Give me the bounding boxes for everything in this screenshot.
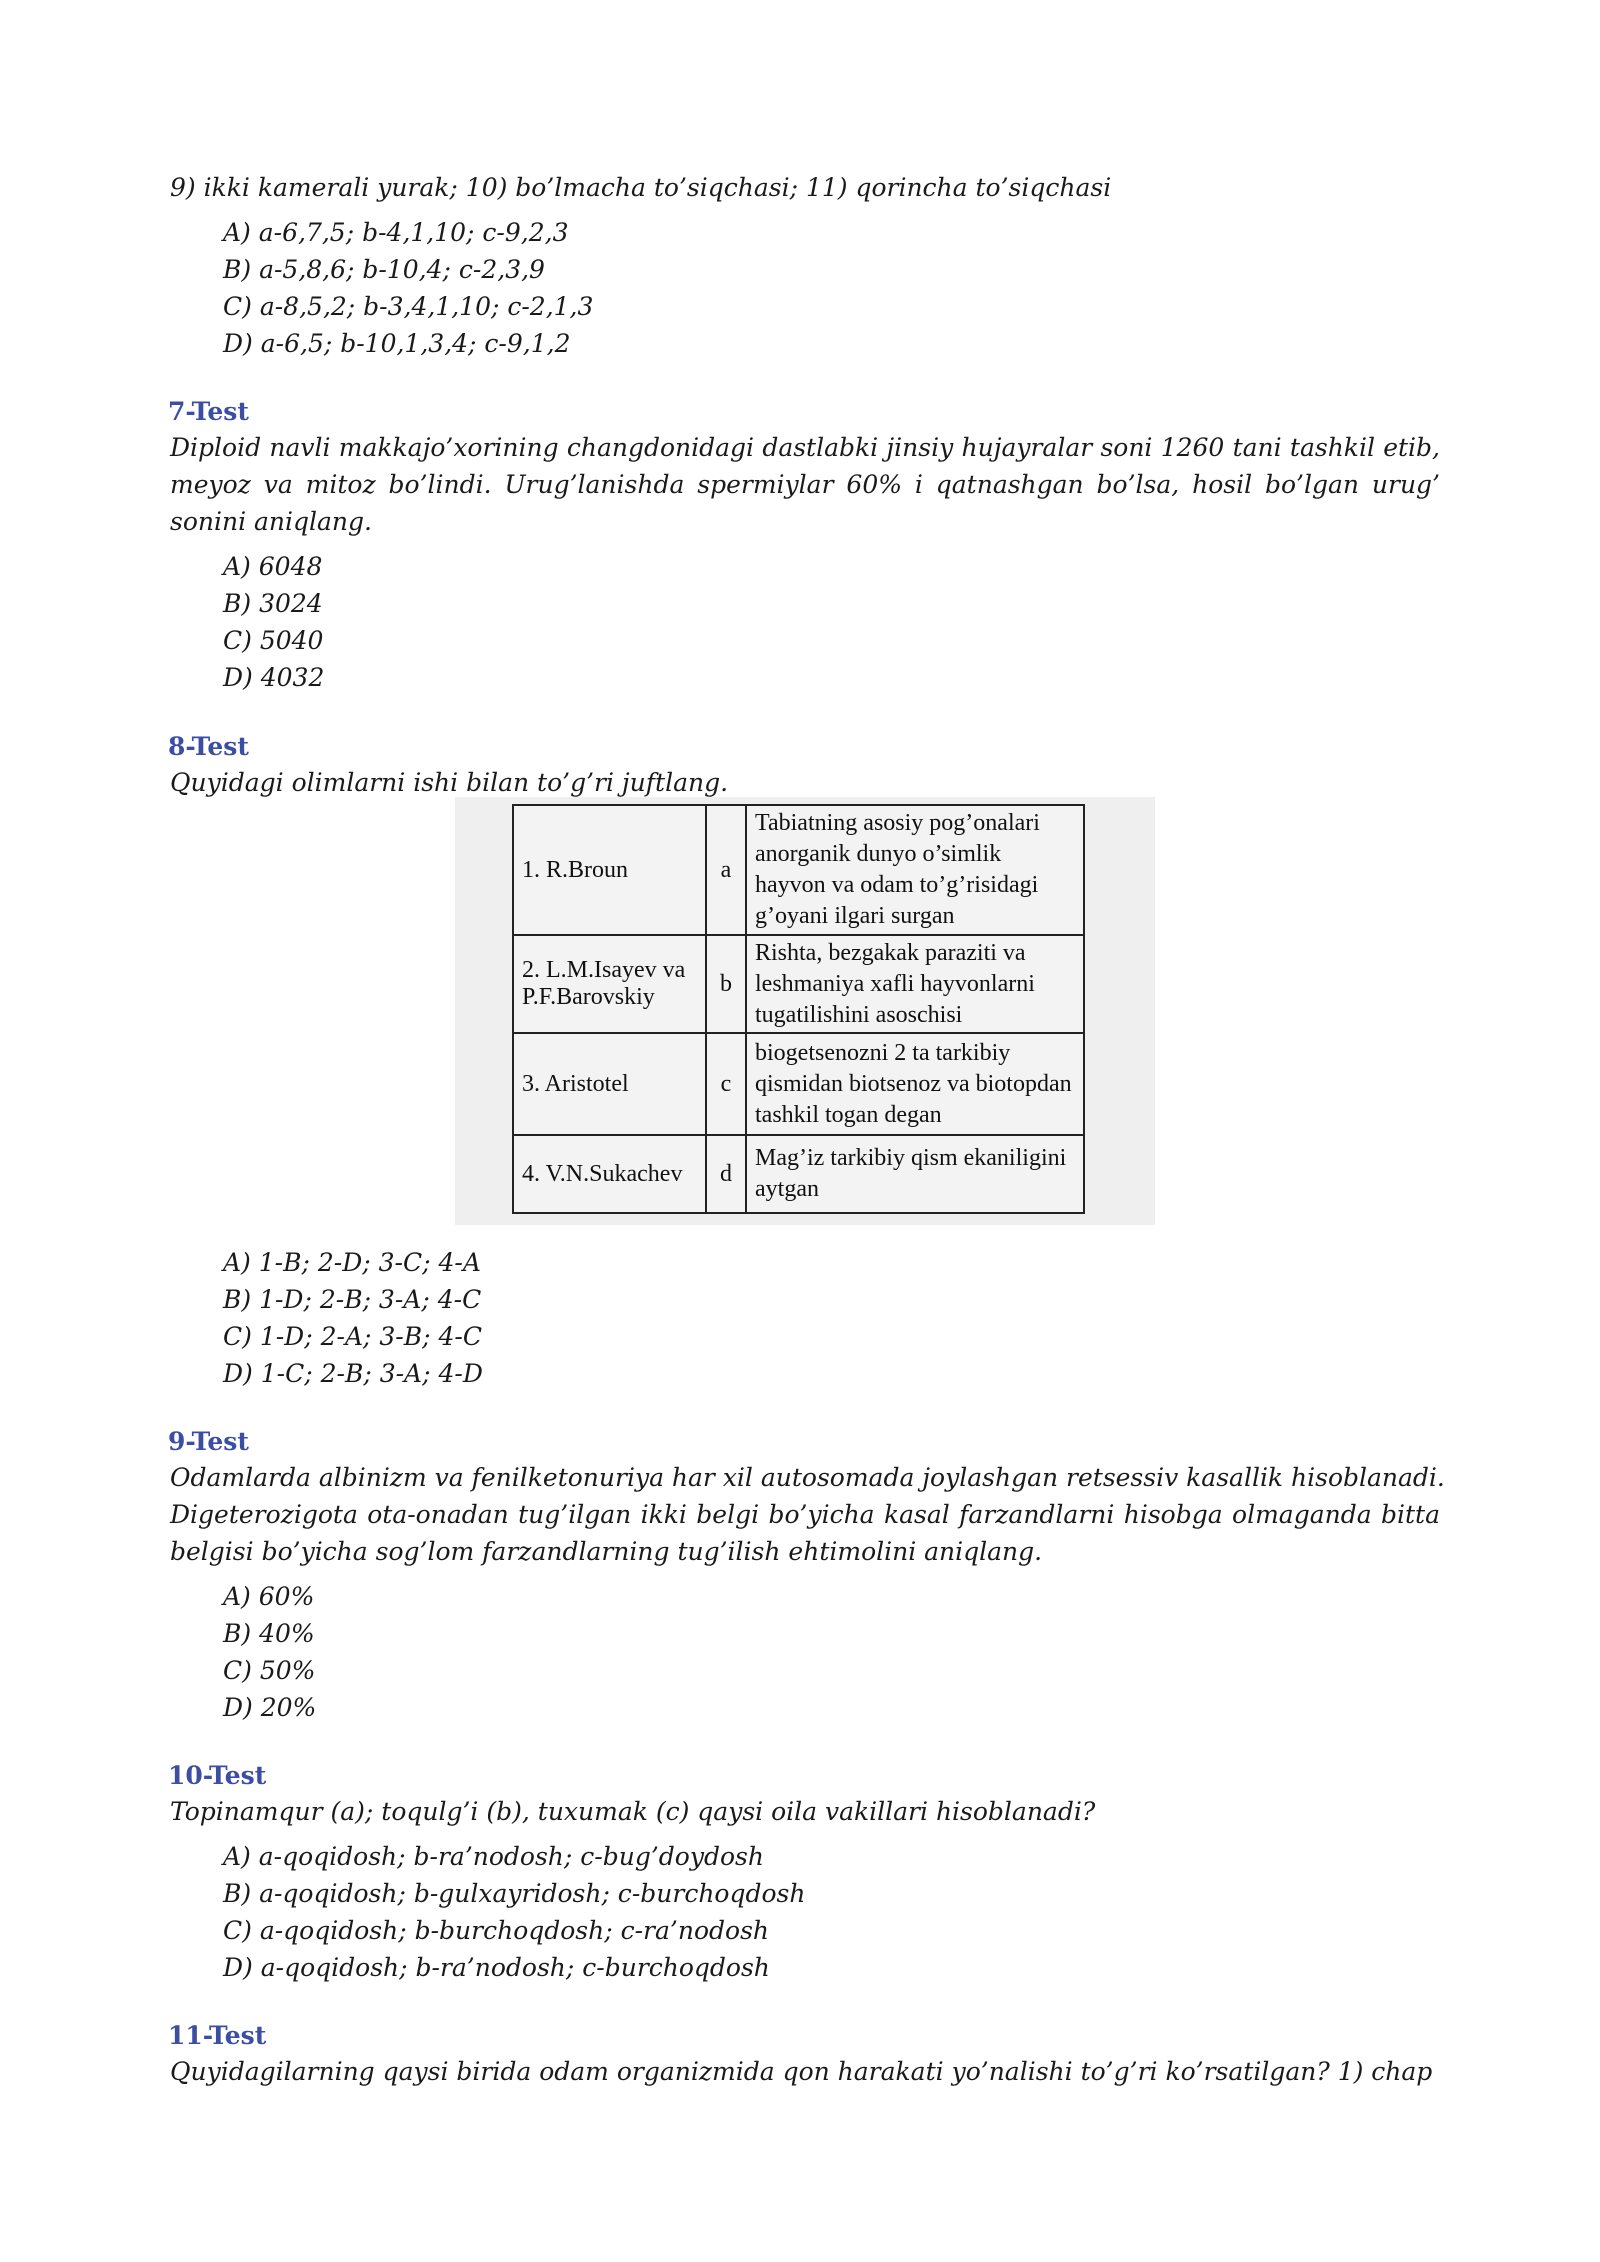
question-10-option-c: C) a-qoqidosh; b-burchoqdosh; c-ra’nodosh xyxy=(223,1916,769,1945)
row-letter: c xyxy=(706,1033,746,1135)
question-6-option-b: B) a-5,8,6; b-10,4; c-2,3,9 xyxy=(223,255,545,284)
question-6-option-c: C) a-8,5,2; b-3,4,1,10; c-2,1,3 xyxy=(223,292,594,321)
question-10-text: Topinamqur (a); toqulg’i (b), tuxumak (c) qaysi oila vakillari hisoblanadi? xyxy=(170,1797,1096,1826)
question-8-option-c: C) 1-D; 2-A; 3-B; 4-C xyxy=(223,1322,482,1351)
question-9-heading: 9-Test xyxy=(168,1427,249,1456)
question-11-heading: 11-Test xyxy=(168,2021,267,2050)
scientist-name: 3. Aristotel xyxy=(513,1033,706,1135)
scientist-description: Mag’iz tarkibiy qism ekaniligini aytgan xyxy=(746,1135,1084,1213)
row-letter: b xyxy=(706,935,746,1033)
table-row xyxy=(513,1135,1084,1213)
question-6-option-a: A) a-6,7,5; b-4,1,10; c-9,2,3 xyxy=(223,218,569,247)
question-9-line-1: Odamlarda albinizm va fenilketonuriya har xil autosomada joylashgan retsessiv kasallik hisoblanadi. xyxy=(170,1463,1445,1492)
question-7-option-c: C) 5040 xyxy=(223,626,324,655)
question-8-option-b: B) 1-D; 2-B; 3-A; 4-C xyxy=(223,1285,482,1314)
question-7-line-3: sonini aniqlang. xyxy=(170,507,372,536)
row-letter: a xyxy=(706,805,746,935)
question-9-option-b: B) 40% xyxy=(223,1619,315,1648)
question-9-line-2: Digeterozigota ota-onadan tug’ilgan ikki belgi bo’yicha kasal farzandlarni hisobga olmaganda bitta xyxy=(170,1500,1440,1529)
matching-table xyxy=(512,804,1085,1214)
question-6-option-d: D) a-6,5; b-10,1,3,4; c-9,1,2 xyxy=(223,329,571,358)
scientist-description: biogetsenozni 2 ta tarkibiy qismidan biotsenoz va biotopdan tashkil togan degan xyxy=(746,1033,1084,1135)
question-7-option-a: A) 6048 xyxy=(223,552,323,581)
question-10-heading: 10-Test xyxy=(168,1761,267,1790)
question-9-line-3: belgisi bo’yicha sog’lom farzandlarning tug’ilish ehtimolini aniqlang. xyxy=(170,1537,1043,1566)
question-7-line-1: Diploid navli makkajo’xorining changdonidagi dastlabki jinsiy hujayralar soni 1260 tani tashkil etib, xyxy=(170,433,1440,462)
scientist-name: 2. L.M.Isayev va P.F.Barovskiy xyxy=(513,935,706,1033)
table-row xyxy=(513,1033,1084,1135)
question-11-text: Quyidagilarning qaysi birida odam organizmida qon harakati yo’nalishi to’g’ri ko’rsatilgan? 1) chap xyxy=(170,2057,1433,2086)
question-8-heading: 8-Test xyxy=(168,732,249,761)
table-row xyxy=(513,805,1084,935)
row-letter: d xyxy=(706,1135,746,1213)
question-9-option-d: D) 20% xyxy=(223,1693,317,1722)
question-9-option-a: A) 60% xyxy=(223,1582,315,1611)
question-7-heading: 7-Test xyxy=(168,397,249,426)
table-row xyxy=(513,935,1084,1033)
matching-table-image xyxy=(455,797,1155,1225)
question-7-option-b: B) 3024 xyxy=(223,589,323,618)
question-9-option-c: C) 50% xyxy=(223,1656,316,1685)
scientist-description: Tabiatning asosiy pog’onalari anorganik dunyo o’simlik hayvon va odam to’g’risidagi g’oyani ilgari surgan xyxy=(746,805,1084,935)
question-8-option-d: D) 1-C; 2-B; 3-A; 4-D xyxy=(223,1359,483,1388)
scientist-name: 1. R.Broun xyxy=(513,805,706,935)
question-6-text-tail: 9) ikki kamerali yurak; 10) bo’lmacha to’siqchasi; 11) qorincha to’siqchasi xyxy=(170,173,1112,202)
question-8-option-a: A) 1-B; 2-D; 3-C; 4-A xyxy=(223,1248,481,1277)
question-10-option-b: B) a-qoqidosh; b-gulxayridosh; c-burchoqdosh xyxy=(223,1879,806,1908)
question-10-option-d: D) a-qoqidosh; b-ra’nodosh; c-burchoqdosh xyxy=(223,1953,770,1982)
question-7-option-d: D) 4032 xyxy=(223,663,325,692)
question-8-text: Quyidagi olimlarni ishi bilan to’g’ri juftlang. xyxy=(170,768,729,797)
question-7-line-2: meyoz va mitoz bo’lindi. Urug’lanishda spermiylar 60% i qatnashgan bo’lsa, hosil bo’lgan urug’ xyxy=(170,470,1440,499)
scientist-description: Rishta, bezgakak paraziti va leshmaniya xafli hayvonlarni tugatilishini asoschisi xyxy=(746,935,1084,1033)
scientist-name: 4. V.N.Sukachev xyxy=(513,1135,706,1213)
question-10-option-a: A) a-qoqidosh; b-ra’nodosh; c-bug’doydosh xyxy=(223,1842,764,1871)
